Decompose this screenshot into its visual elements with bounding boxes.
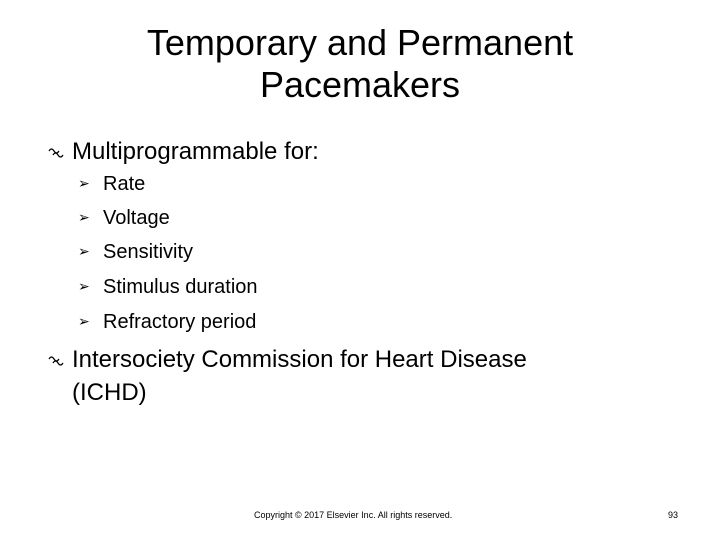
page-number: 93 <box>667 510 678 520</box>
wavy-bullet-icon <box>48 355 64 367</box>
bullet-text: Multiprogrammable for: <box>72 138 319 165</box>
slide-title-line-1: Temporary and Permanent <box>146 22 574 63</box>
arrowhead-bullet-icon: ➢ <box>78 210 90 226</box>
arrowhead-bullet-icon: ➢ <box>78 244 90 260</box>
sub-bullet-text: Refractory period <box>103 311 257 333</box>
arrowhead-bullet-icon: ➢ <box>78 279 90 295</box>
wavy-bullet-icon <box>48 147 64 159</box>
bullet-text-line-1: Intersociety Commission for Heart Disease <box>72 346 527 373</box>
sub-bullet-text: Voltage <box>103 207 170 229</box>
sub-bullet-text: Rate <box>103 173 146 195</box>
sub-bullet-text: Sensitivity <box>103 241 194 263</box>
sub-bullet-text: Stimulus duration <box>103 276 258 298</box>
arrowhead-bullet-icon: ➢ <box>78 176 90 192</box>
bullet-text-line-2: (ICHD) <box>72 379 147 406</box>
arrowhead-bullet-icon: ➢ <box>78 314 90 330</box>
slide-title <box>60 22 660 106</box>
slide-title-line-2: Pacemakers <box>259 64 461 105</box>
copyright-footer: Copyright © 2017 Elsevier Inc. All rights reserved. <box>254 510 453 520</box>
